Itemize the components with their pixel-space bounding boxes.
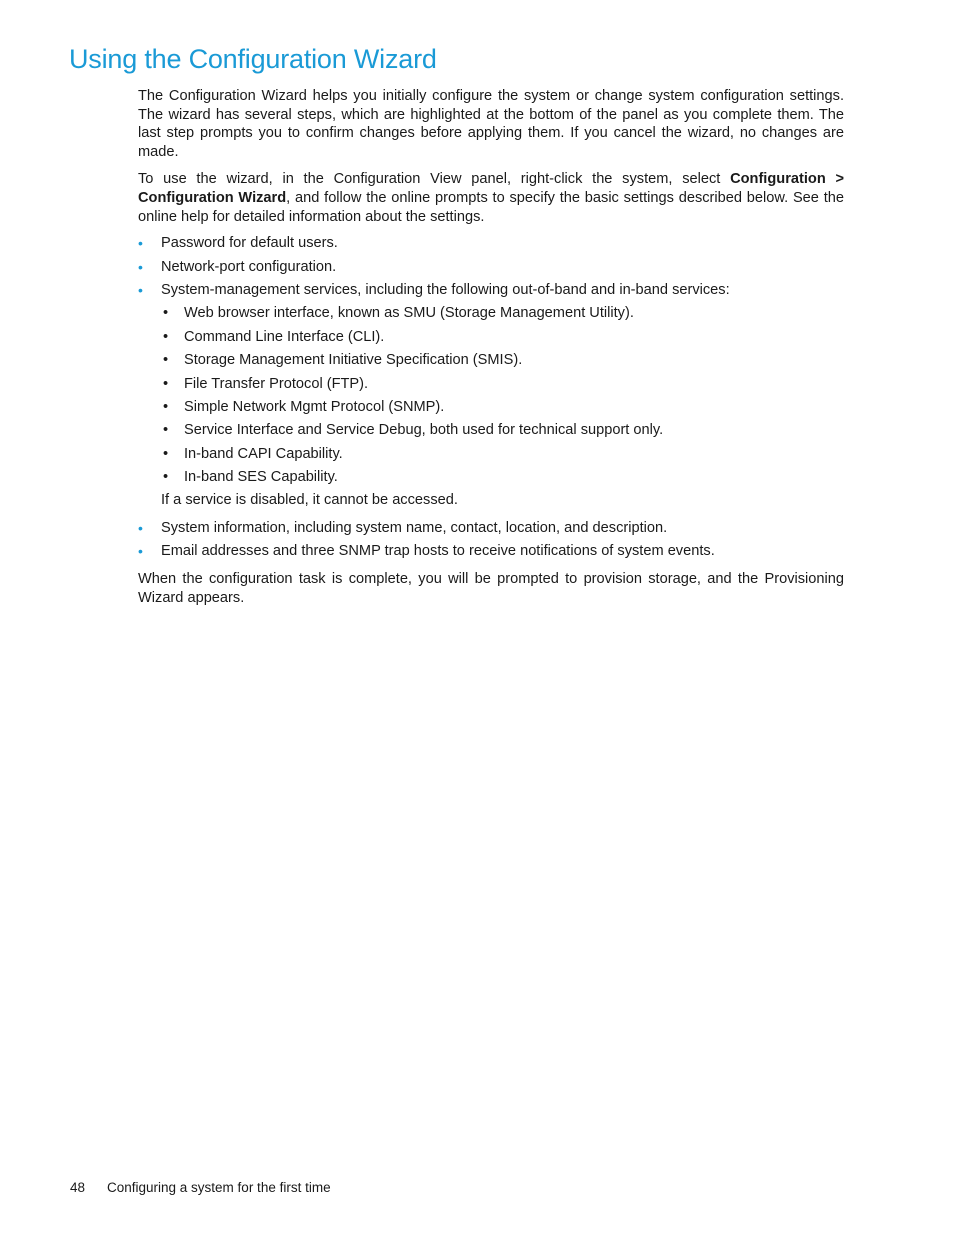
bullet-icon: •: [138, 281, 143, 298]
list-item: [138, 281, 844, 510]
intro-paragraph: The Configuration Wizard helps you initially configure the system or change system configuration settings. The wizard has several steps, which are highlighted at the bottom of the panel as you complete them. The last step prompts you to confirm changes before applying them. If you cancel the wizard, no changes are made.: [138, 88, 844, 160]
sub-bullet-icon: •: [163, 328, 169, 345]
list-item-text: System information, including system name, contact, location, and description.: [161, 520, 668, 537]
page-number: 48: [70, 1180, 86, 1195]
sub-bullet-icon: •: [163, 305, 169, 322]
sub-list-item-text: In-band SES Capability.: [184, 469, 338, 486]
sub-bullet-icon: •: [163, 398, 169, 415]
page-title: Using the Configuration Wizard: [69, 44, 437, 74]
menu-path: Configuration > Configuration Wizard: [138, 171, 844, 206]
settings-list: [138, 234, 844, 561]
page-content: [138, 87, 844, 616]
list-item-text: Network-port configuration.: [161, 258, 337, 275]
bullet-icon: •: [138, 235, 143, 252]
sub-list-item: [161, 375, 844, 394]
sub-list-item: [161, 328, 844, 347]
sub-bullet-icon: •: [163, 422, 169, 439]
usage-paragraph: [138, 170, 844, 226]
list-item: [138, 519, 844, 538]
sub-list-item-text: Storage Management Initiative Specification (SMIS).: [184, 352, 523, 369]
sub-list-item: [161, 351, 844, 370]
sub-list-item-text: In-band CAPI Capability.: [184, 445, 343, 462]
list-item-text: System-management services, including the following out-of-band and in-band services:: [161, 281, 730, 298]
services-list: [161, 304, 844, 486]
bullet-icon: •: [138, 520, 143, 537]
page-footer: [70, 1180, 331, 1195]
list-item-text: Password for default users.: [161, 235, 338, 252]
sub-list-item: [161, 304, 844, 323]
bullet-icon: •: [138, 258, 143, 275]
list-item: [138, 542, 844, 561]
sub-list-item-text: Command Line Interface (CLI).: [184, 328, 385, 345]
sub-list-item: [161, 468, 844, 487]
sub-bullet-icon: •: [163, 469, 169, 486]
list-item: [138, 258, 844, 277]
footer-section-title: Configuring a system for the first time: [107, 1180, 331, 1195]
services-note: If a service is disabled, it cannot be accessed.: [161, 492, 458, 509]
sub-list-item-text: Service Interface and Service Debug, both used for technical support only.: [184, 422, 664, 439]
sub-list-item: [161, 398, 844, 417]
sub-list-item: [161, 421, 844, 440]
sub-list-item: [161, 445, 844, 464]
closing-paragraph: When the configuration task is complete, you will be prompted to provision storage, and the Provisioning Wizard appears.: [138, 571, 844, 606]
sub-list-item-text: Simple Network Mgmt Protocol (SNMP).: [184, 398, 445, 415]
sub-bullet-icon: •: [163, 375, 169, 392]
list-item: [138, 234, 844, 253]
usage-text-after: , and follow the online prompts to specify the basic settings described below. See the online help for detailed information about the settings.: [138, 189, 844, 225]
sub-list-item-text: File Transfer Protocol (FTP).: [184, 375, 369, 392]
list-item-text: Email addresses and three SNMP trap hosts to receive notifications of system events.: [161, 543, 715, 560]
sub-bullet-icon: •: [163, 445, 169, 462]
sub-list-item-text: Web browser interface, known as SMU (Storage Management Utility).: [184, 305, 634, 322]
usage-text-before: To use the wizard, in the Configuration View panel, right-click the system, select: [138, 171, 731, 188]
bullet-icon: •: [138, 543, 143, 560]
sub-bullet-icon: •: [163, 352, 169, 369]
